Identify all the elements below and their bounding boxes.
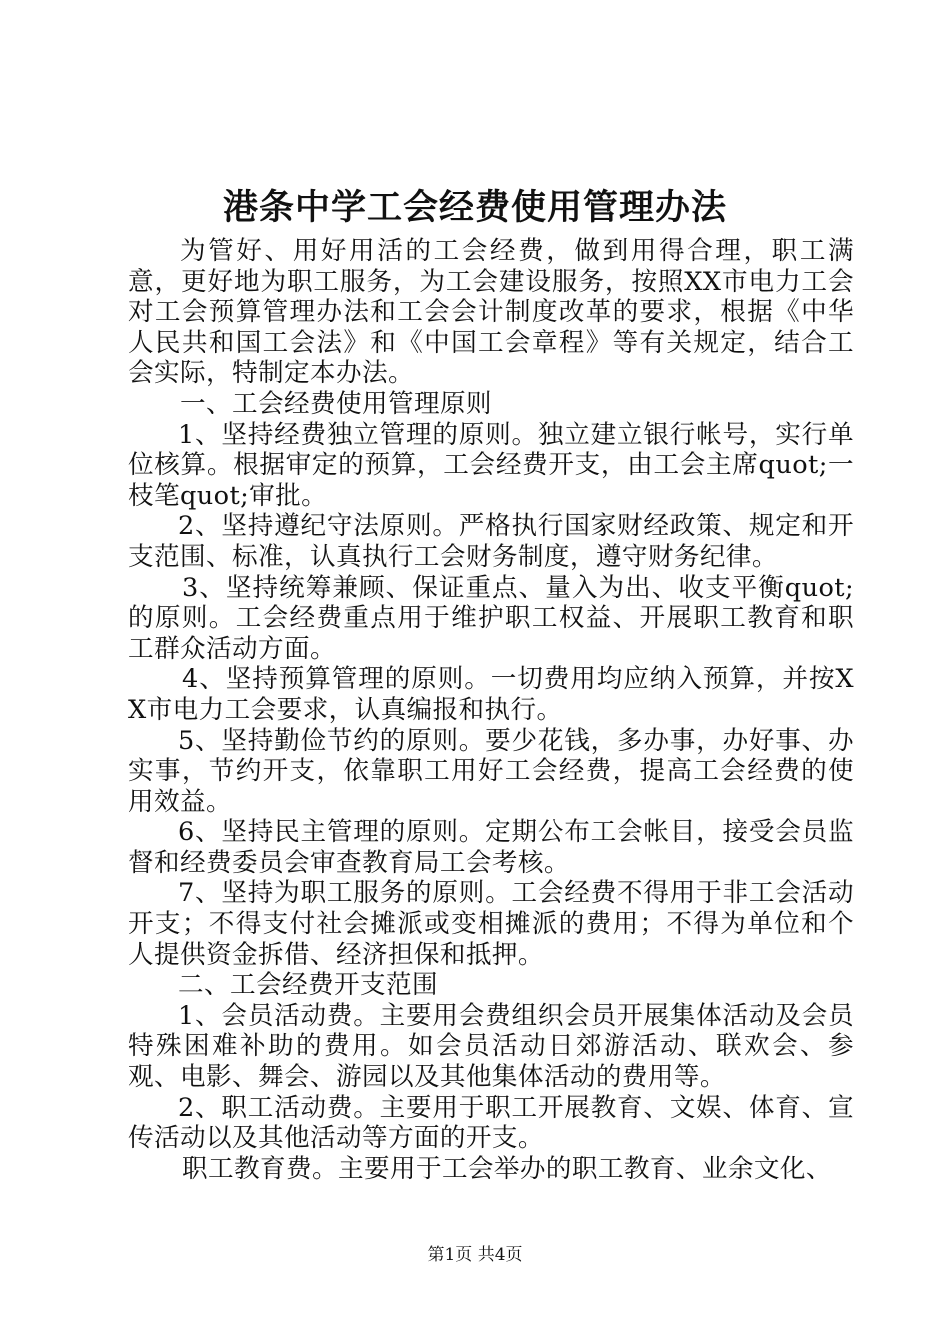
principle-item: 6、坚持民主管理的原则。定期公布工会帐目，接受会员监督和经费委员会审查教育局工会考核。 bbox=[128, 817, 854, 878]
principle-item: 5、坚持勤俭节约的原则。要少花钱，多办事，办好事、办实事，节约开支，依靠职工用好工会经费，提高工会经费的使用效益。 bbox=[128, 725, 854, 817]
scope-item: 1、会员活动费。主要用会费组织会员开展集体活动及会员特殊困难补助的费用。如会员活动日郊游活动、联欢会、参观、电影、舞会、游园以及其他集体活动的费用等。 bbox=[128, 1000, 854, 1093]
document-title: 港条中学工会经费使用管理办法 bbox=[222, 187, 727, 228]
principle-item: 4、坚持预算管理的原则。一切费用均应纳入预算，并按XX市电力工会要求，认真编报和执行。 bbox=[128, 664, 854, 725]
document-body bbox=[128, 236, 854, 1184]
scope-item: 职工教育费。主要用于工会举办的职工教育、业余文化、 bbox=[182, 1153, 832, 1184]
principle-item: 2、坚持遵纪守法原则。严格执行国家财经政策、规定和开支范围、标准，认真执行工会财务制度，遵守财务纪律。 bbox=[128, 511, 854, 572]
principle-item: 7、坚持为职工服务的原则。工会经费不得用于非工会活动开支；不得支付社会摊派或变相摊派的费用；不得为单位和个人提供资金拆借、经济担保和抵押。 bbox=[128, 878, 854, 970]
principle-item: 1、坚持经费独立管理的原则。独立建立银行帐号，实行单位核算。根据审定的预算，工会经费开支，由工会主席quot;一枝笔quot;审批。 bbox=[128, 419, 854, 511]
intro-paragraph: 为管好、用好用活的工会经费，做到用得合理，职工满意，更好地为职工服务，为工会建设服务，按照XX市电力工会对工会预算管理办法和工会会计制度改革的要求，根据《中华人民共和国工会法》和《中国工会章程》等有关规定，结合工会实际，特制定本办法。 bbox=[128, 236, 854, 389]
page-footer: 第1页 共4页 bbox=[427, 1245, 523, 1265]
principle-item: 3、坚持统筹兼顾、保证重点、量入为出、收支平衡quot;的原则。工会经费重点用于维护职工权益、开展职工教育和职工群众活动方面。 bbox=[128, 572, 854, 664]
section-heading-principles: 一、工会经费使用管理原则 bbox=[180, 388, 492, 419]
section-heading-scope: 二、工会经费开支范围 bbox=[178, 970, 438, 1001]
scope-item: 2、职工活动费。主要用于职工开展教育、文娱、体育、宣传活动以及其他活动等方面的开支。 bbox=[128, 1092, 854, 1154]
